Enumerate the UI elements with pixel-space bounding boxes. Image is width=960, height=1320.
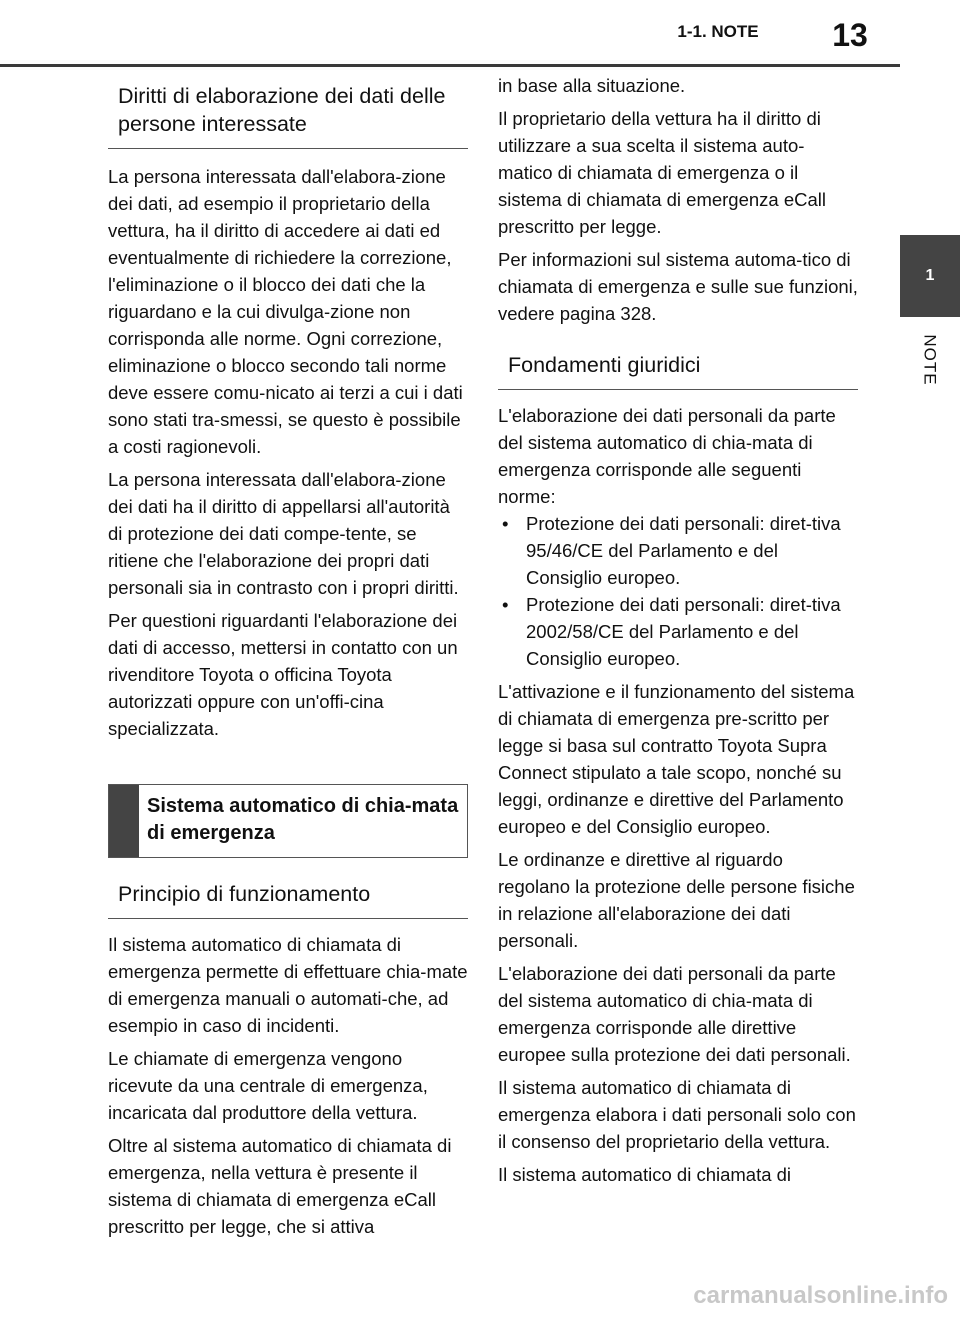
paragraph: La persona interessata dall'elabora-zione dei dati ha il diritto di appellarsi all'autorità di protezione dei dati compe-tente, se ritiene che l'elaborazione dei propri dati personali sia in contrasto con i propri diritti. [108,469,459,598]
paragraph: Il sistema automatico di chiamata di emergenza permette di effettuare chia-mate di emergenza manuali o automati-che, ad esempio in caso di incidenti. [108,934,468,1036]
page-number: 13 [832,17,868,53]
chapter-tab[interactable]: 1 [900,235,960,317]
heading-fondamenti: Fondamenti giuridici [498,347,858,390]
right-column [498,72,858,1194]
watermark: carmanualsonline.info [693,1282,948,1309]
paragraph: La persona interessata dall'elabora-zione dei dati, ad esempio il proprietario della vettura, ha il diritto di accedere ai dati ed eventualmente di richiedere la correzione, l'eliminazione o il blocco dei dati che la riguardano e la cui divulga-zione non corrisponda alle norme. Ogni correzione, eliminazione o blocco secondo tali norme deve essere comu-nicato ai terzi a cui i dati sono stati tra-smessi, se questo è possibile a costi ragionevoli. [108,166,463,457]
bullet-list [498,510,858,672]
chapter-label-text: NOTE [920,334,940,386]
heading-bar [109,785,139,857]
paragraph: Per informazioni sul sistema automa-tico di chiamata di emergenza e sulle sue funzioni, vedere pagina 328. [498,249,858,324]
header-rule [0,64,900,67]
paragraph: Le chiamate di emergenza vengono ricevute da una centrale di emergenza, incaricata dal produttore della vettura. [108,1048,428,1123]
heading-sistema-text: Sistema automatico di chia-mata di emergenza [147,795,459,844]
paragraph: L'attivazione e il funzionamento del sistema di chiamata di emergenza pre-scritto per legge si basa sul contratto Toyota Supra Connect stipulato a tale scopo, nonché su leggi, ordinanze e direttive del Parlamento europeo e del Consiglio europeo. [498,681,855,837]
list-item [498,591,858,672]
paragraph: in base alla situazione. [498,75,686,96]
heading-principio: Principio di funzionamento [108,876,468,919]
bullet-dot: • [502,513,509,534]
heading-sistema [108,784,468,858]
paragraph: L'elaborazione dei dati personali da parte del sistema automatico di chia-mata di emergenza corrisponde alle seguenti norme: [498,405,836,507]
paragraph: Il sistema automatico di chiamata di emergenza elabora i dati personali solo con il consenso del proprietario della vettura. [498,1077,856,1152]
list-item-text: Protezione dei dati personali: diret-tiva 95/46/CE del Parlamento e del Consiglio europeo. [526,513,841,588]
bullet-dot: • [502,594,509,615]
paragraph: Il proprietario della vettura ha il diritto di utilizzare a sua scelta il sistema auto-matico di chiamata di emergenza o il sistema di chiamata di emergenza eCall prescritto per legge. [498,108,827,237]
list-item [498,510,858,591]
left-column [108,78,468,1246]
list-item-text: Protezione dei dati personali: diret-tiva 2002/58/CE del Parlamento e del Consiglio europeo. [526,594,841,669]
paragraph: L'elaborazione dei dati personali da parte del sistema automatico di chia-mata di emergenza corrisponde alle direttive europee sulla protezione dei dati personali. [498,963,851,1065]
heading-diritti: Diritti di elaborazione dei dati delle persone interessate [108,78,468,149]
paragraph: Oltre al sistema automatico di chiamata di emergenza, nella vettura è presente il sistema di chiamata di emergenza eCall prescritto per legge, che si attiva [108,1135,452,1237]
chapter-label [900,330,960,390]
paragraph: Il sistema automatico di chiamata di [498,1164,792,1185]
paragraph: Per questioni riguardanti l'elaborazione dei dati di accesso, mettersi in contatto con un rivenditore Toyota o officina Toyota autorizzati oppure con un'offi-cina specializzata. [108,610,458,739]
paragraph: Le ordinanze e direttive al riguardo regolano la protezione delle persone fisiche in relazione all'elaborazione dei dati personali. [498,849,855,951]
section-label: 1-1. NOTE [677,22,759,41]
